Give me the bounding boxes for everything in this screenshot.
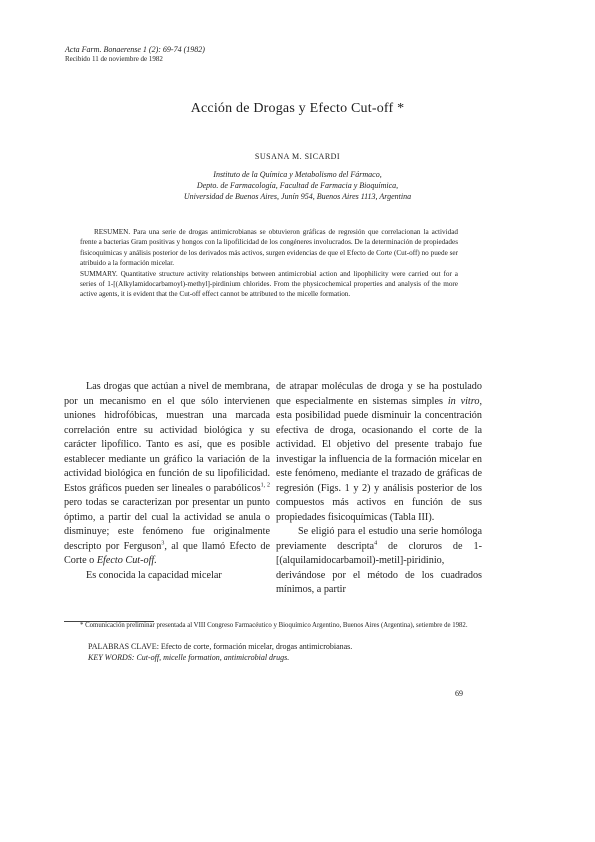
affiliation-line: Depto. de Farmacología, Facultad de Farmacia y Bioquímica, bbox=[196, 181, 399, 190]
affiliation bbox=[0, 169, 595, 202]
body-text: Las drogas que actúan a nivel de membrana, por un mecanismo en el que sólo intervienen uniones hidrofóbicas, muestran una marcada correlación entre su actividad biológica y su carácter lipofílico. Tanto es así, que es posible establecer mediante un gráfico la variación de la actividad biológica en función de su lipofilicidad. Estos gráficos pueden ser lineales o parabólicos bbox=[64, 381, 270, 494]
reference-superscript: 3 bbox=[161, 540, 165, 547]
body-text: de cloruros de 1-[(alquilamidocarbamoil)-metil]-piridinio, derivándose por el método de los cuadrados mínimos, a partir bbox=[276, 540, 482, 595]
palabras-clave bbox=[88, 641, 470, 652]
article-title: Acción de Drogas y Efecto Cut-off * bbox=[190, 101, 405, 116]
summary-label: SUMMARY. bbox=[80, 269, 118, 278]
key-words bbox=[88, 652, 470, 663]
key-words-label: KEY WORDS: bbox=[88, 653, 135, 662]
footnote: * Comunicación preliminar presentada al VIII Congreso Farmacéutico y Bioquímico Argentino, Buenos Aires (Argentina), setiembre de 1982. bbox=[80, 622, 468, 629]
body-italic-text: Efecto Cut-off. bbox=[96, 555, 157, 566]
affiliation-line: Instituto de la Química y Metabolismo del Fármaco, bbox=[213, 170, 382, 179]
body-italic-text: in vitro bbox=[447, 395, 480, 407]
body-text: pero todas se caracterizan por presentar un punto óptimo, a partir del cual la actividad se anula o disminuye; este fenómeno fue originalmente descripto por Ferguson bbox=[64, 497, 270, 552]
body-text: Se eligió para el estudio una serie homóloga previamente descripta bbox=[276, 526, 482, 552]
body-paragraph bbox=[276, 525, 482, 598]
keywords bbox=[88, 641, 470, 663]
reference-superscript: 1, 2 bbox=[260, 482, 270, 489]
received-date: Recibido 11 de noviembre de 1982 bbox=[65, 55, 163, 63]
author-name: SUSANA M. SICARDI bbox=[254, 152, 341, 161]
summary-text: Quantitative structure activity relationships between antimicrobial action and lipophilicity were carried out for a series of 1-[(Alkylamidocarbamoyl)-methyl]-pirdinium chlorides. From the physicochemical properties and analysis of the more active agents, it is evident that the Cut-off effect cannot be attributed to the micelle formation. bbox=[80, 269, 458, 299]
body-text: , al que llamó Efecto de Corte o bbox=[64, 540, 270, 566]
body-text: de atrapar moléculas de droga y se ha postulado que especialmente en sistemas simples bbox=[276, 381, 482, 407]
body-text: , esta posibilidad puede disminuir la concentración efectiva de droga, ocasionando el corte de la actividad. El objetivo del presente trabajo fue investigar la influencia de la formación micelar en este fenómeno, mediante el trazado de gráficas de regresión (Figs. 1 y 2) y análisis posterior de los compuestos más activos en función de sus propiedades fisicoquímicas (Tabla III). bbox=[276, 395, 482, 523]
key-words-text: Cut-off, micelle formation, antimicrobial drugs. bbox=[134, 653, 290, 662]
abstract bbox=[80, 227, 458, 300]
reference-superscript: 4 bbox=[374, 540, 378, 547]
palabras-clave-label: PALABRAS CLAVE: bbox=[88, 642, 159, 651]
body-paragraph bbox=[276, 380, 482, 525]
resumen-text: Para una serie de drogas antimicrobianas se obtuvieron gráficas de regresión que correlacionan la actividad frente a bacterias Gram positivas y hongos con la lipofilicidad de los congéneres involucrados. De la determinación de propiedades fisicoquímicas y análisis posterior de los derivados más activos, surgen evidencias de que el Efecto de Corte (Cut-off) no puede ser atribuido a la formación micelar. bbox=[80, 228, 459, 268]
journal-citation: Acta Farm. Bonaerense 1 (2): 69-74 (1982) bbox=[65, 45, 205, 54]
summary bbox=[80, 269, 458, 300]
page-number: 69 bbox=[455, 689, 463, 698]
affiliation-line: Universidad de Buenos Aires, Junín 954, Buenos Aires 1113, Argentina bbox=[183, 192, 412, 201]
resumen-label: RESUMEN. bbox=[94, 228, 131, 236]
body-paragraph bbox=[64, 380, 270, 569]
body-paragraph: Es conocida la capacidad micelar bbox=[86, 569, 222, 581]
resumen bbox=[80, 227, 458, 269]
body-column-left bbox=[64, 380, 270, 583]
palabras-clave-text: Efecto de corte, formación micelar, drogas antimicrobianas. bbox=[158, 642, 353, 651]
body-column-right bbox=[276, 380, 482, 598]
